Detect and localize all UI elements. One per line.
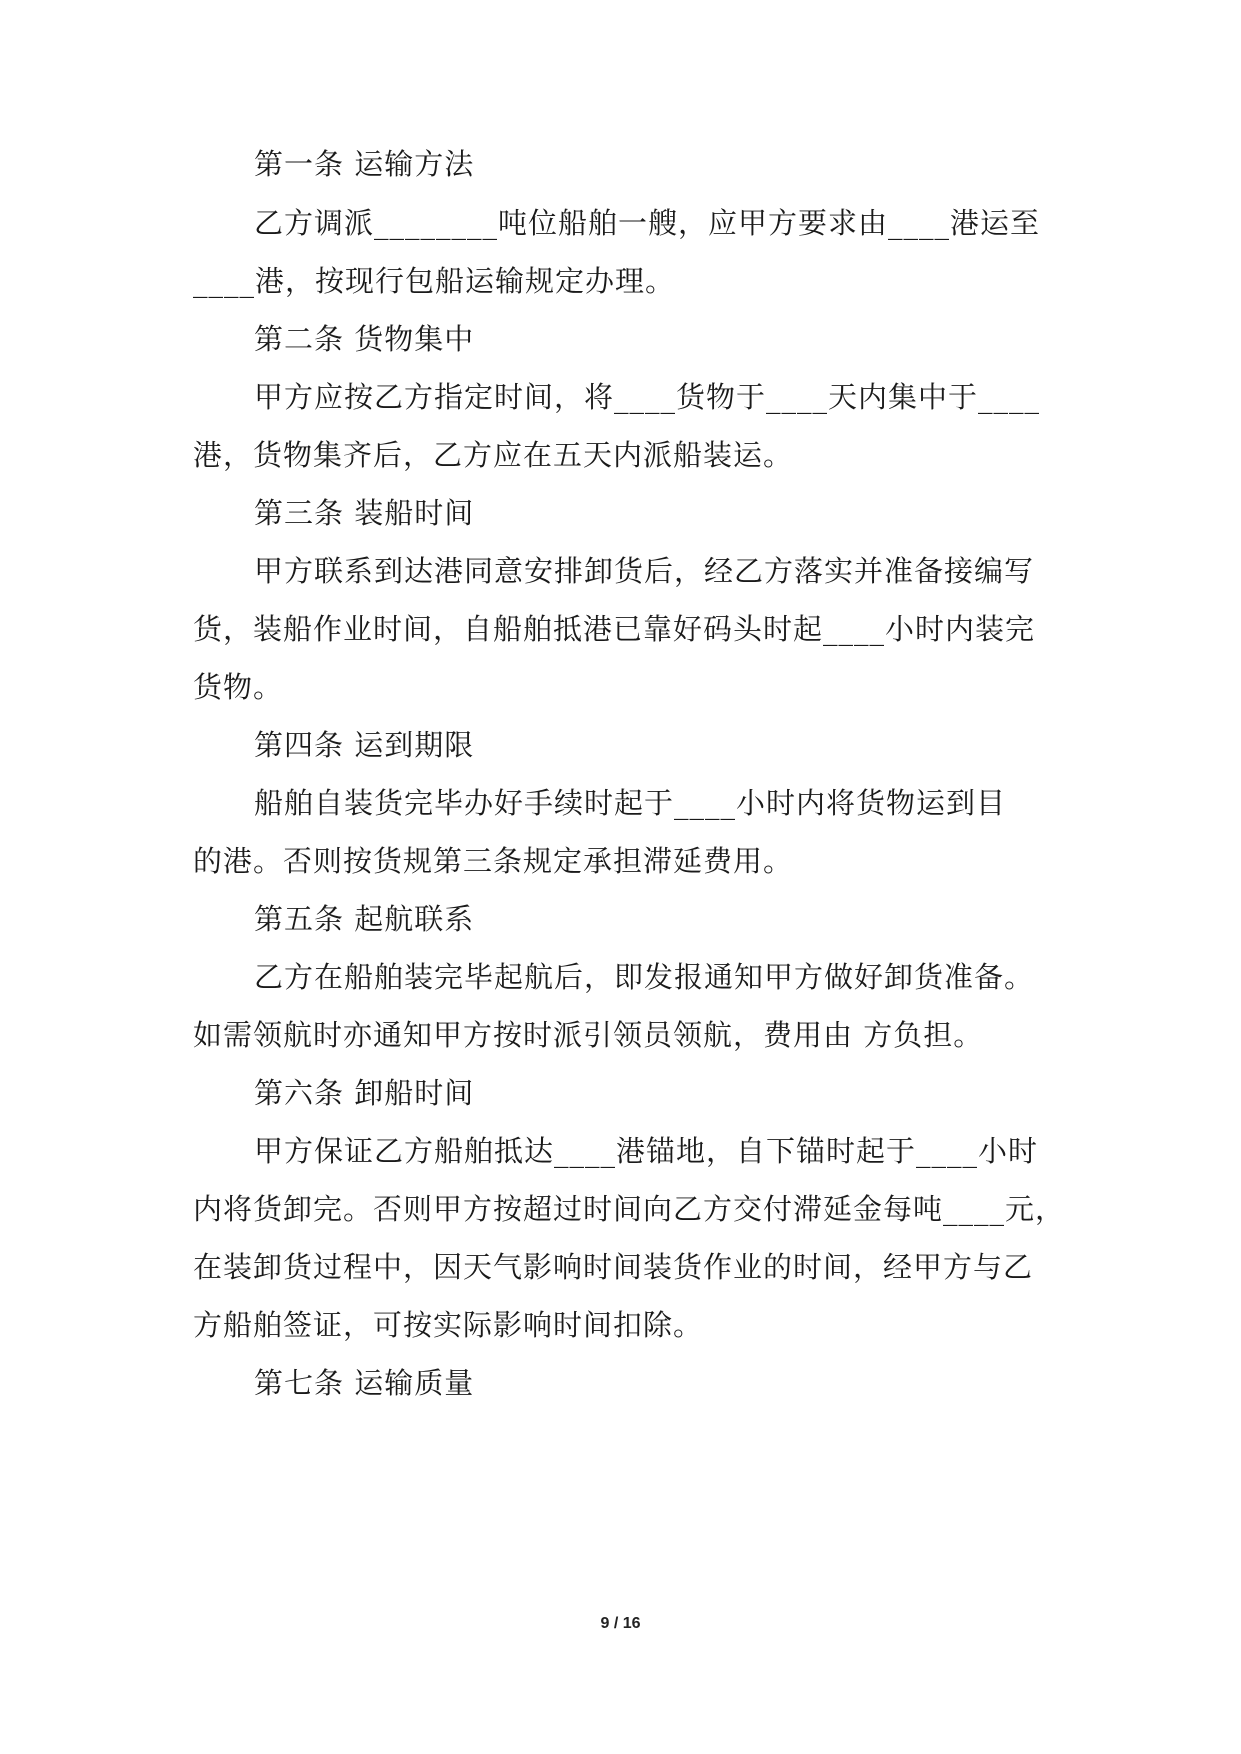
article-3-heading: 第三条 装船时间: [254, 496, 475, 530]
article-5-text-line-2: 如需领航时亦通知甲方按时派引领员领航，费用由 方负担。: [193, 1018, 984, 1052]
article-1-text-line-1: 乙方调派________吨位船舶一艘，应甲方要求由____港运至: [254, 206, 1041, 240]
article-4-text-line-2: 的港。否则按货规第三条规定承担滞延费用。: [193, 844, 794, 878]
article-3-text-line-1: 甲方联系到达港同意安排卸货后，经乙方落实并准备接编写: [254, 554, 1035, 588]
article-3-text-line-2: 货，装船作业时间，自船舶抵港已靠好码头时起____小时内装完: [193, 612, 1036, 646]
article-2-heading: 第二条 货物集中: [254, 322, 475, 356]
article-2-text-line-2: 港，货物集齐后，乙方应在五天内派船装运。: [193, 438, 794, 472]
article-4-heading: 第四条 运到期限: [254, 728, 475, 762]
article-5-heading: 第五条 起航联系: [254, 902, 475, 936]
article-2-text-line-1: 甲方应按乙方指定时间，将____货物于____天内集中于____: [254, 380, 1041, 414]
article-1-text-line-2: ____港，按现行包船运输规定办理。: [193, 264, 676, 298]
article-6-text-line-1: 甲方保证乙方船舶抵达____港锚地，自下锚时起于____小时: [254, 1134, 1039, 1168]
article-7-heading: 第七条 运输质量: [254, 1366, 475, 1400]
article-6-text-line-2: 内将货卸完。否则甲方按超过时间向乙方交付滞延金每吨____元，: [193, 1192, 1066, 1226]
article-6-text-line-4: 方船舶签证，可按实际影响时间扣除。: [193, 1308, 704, 1342]
article-3-text-line-3: 货物。: [193, 670, 284, 704]
article-5-text-line-1: 乙方在船舶装完毕起航后，即发报通知甲方做好卸货准备。: [254, 960, 1035, 994]
article-4-text-line-1: 船舶自装货完毕办好手续时起于____小时内将货物运到目: [254, 786, 1007, 820]
page-number: 9 / 16: [600, 1615, 641, 1632]
article-6-text-line-3: 在装卸货过程中，因天气影响时间装货作业的时间，经甲方与乙: [193, 1250, 1034, 1284]
article-1-heading: 第一条 运输方法: [254, 147, 475, 181]
article-6-heading: 第六条 卸船时间: [254, 1076, 475, 1110]
